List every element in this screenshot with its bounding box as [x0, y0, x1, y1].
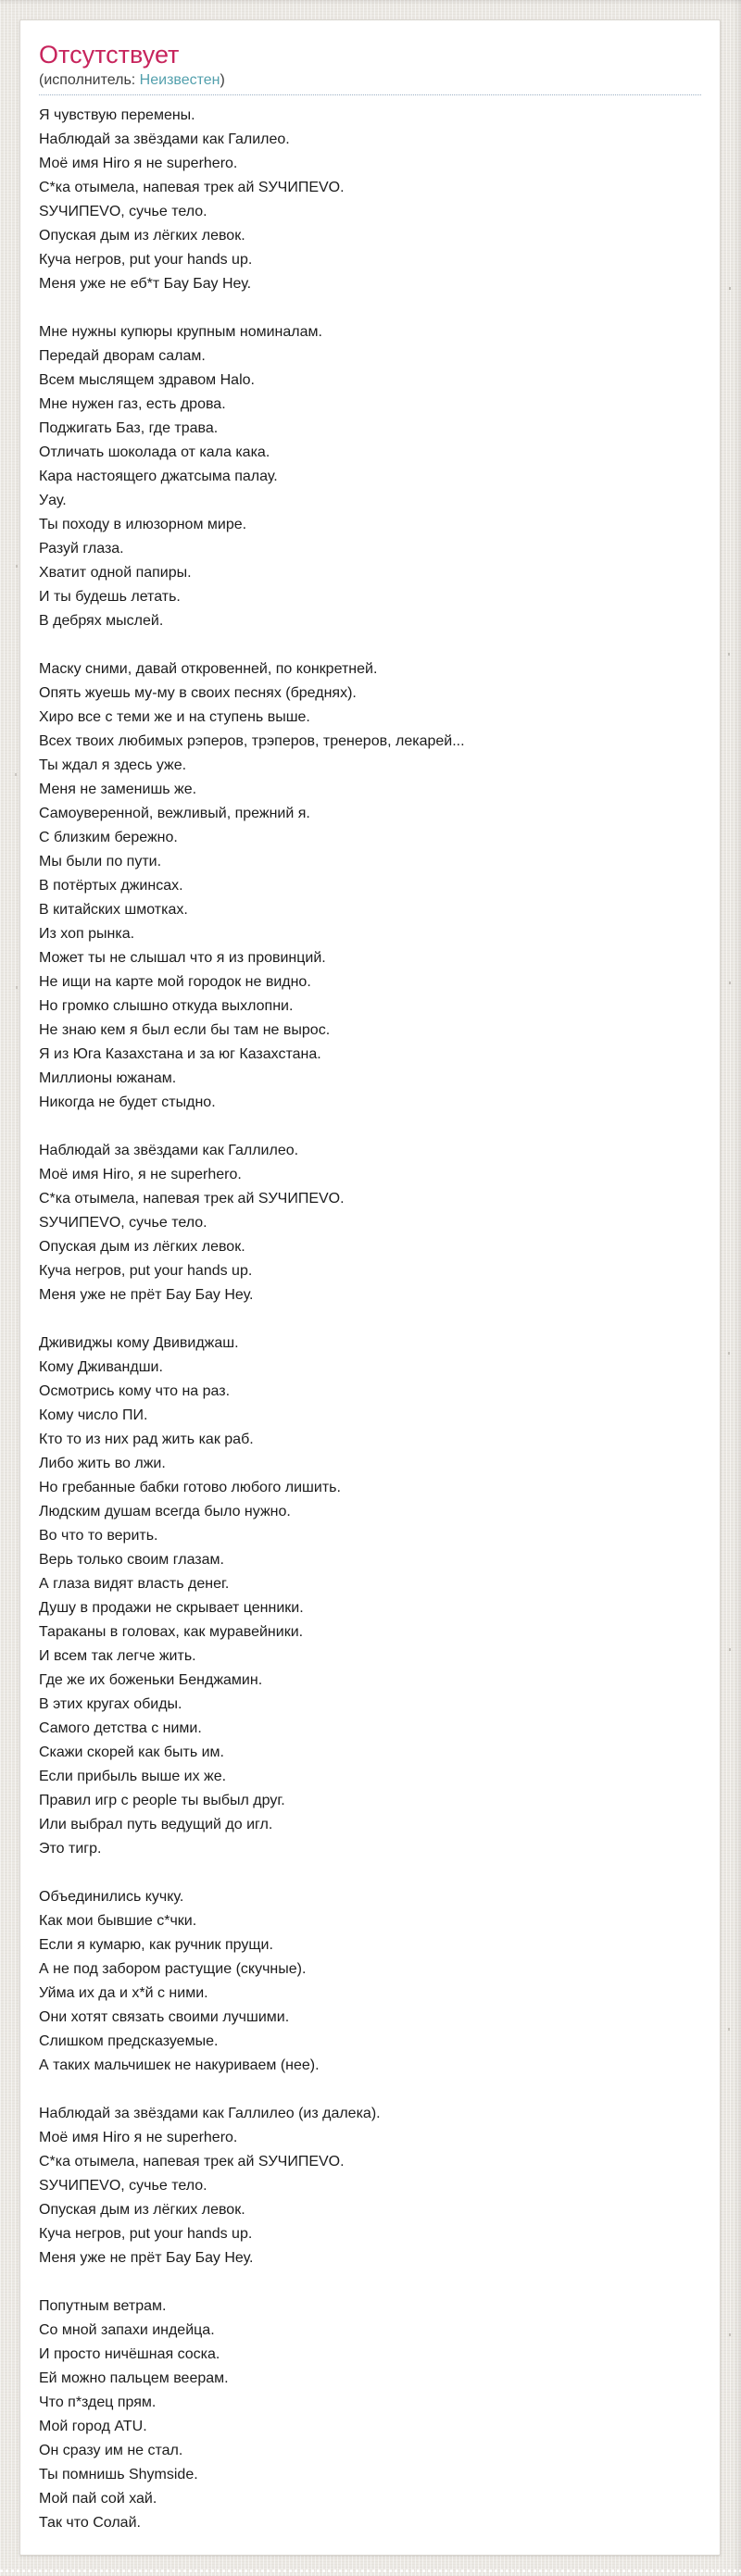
background-texture-specks	[729, 287, 731, 290]
lyrics-stanza: Маску сними, давай откровенней, по конкретней. Опять жуешь му-му в своих песнях (бреднях). Хиро все с теми же и на ступень выше. Всех твоих любимых рэперов, трэперов, тренеров, лекарей... Ты ждал я здесь уже. Меня не заменишь же. Самоуверенной, вежливый, прежний я. С близким бережно. Мы были по пути. В потёртых джинсах. В китайских шмотках. Из хоп рынка. Может ты не слышал что я из провинций. Не ищи на карте мой городок не видно. Но громко слышно откуда выхлопни. Не знаю кем я был если бы там не вырос. Я из Юга Казахстана и за юг Казахстана. Миллионы южанам. Никогда не будет стыдно.	[39, 661, 465, 1110]
artist-suffix: )	[220, 72, 225, 88]
right-edge-shade	[733, 0, 741, 2576]
lyrics-stanza: Мне нужны купюры крупным номиналам. Передай дворам салам. Всем мыслящем здравом Halo. Мне нужен газ, есть дрова. Поджигать Баз, где трава. Отличать шоколада от кала кака. Кара настоящего джатсыма палау. Уау. Ты походу в илюзорном мире. Разуй глаза. Хватит одной папиры. И ты будешь летать. В дебрях мыслей.	[39, 324, 322, 629]
lyrics-stanza: Я чувствую перемены. Наблюдай за звёздами как Галилео. Моё имя Hiro я не superhero. С*ка отымела, напевая трек ай SУЧИПЕVO. SУЧИПЕVO, сучье тело. Опуская дым из лёгких левок. Куча негров, put your hands up. Меня уже не еб*т Бау Бау Неу.	[39, 107, 345, 292]
lyrics-stanza: Объединились кучку. Как мои бывшие с*чки. Если я кумарю, как ручник прущи. А не под забором растущие (скучные). Уйма их да и х*й с ними. Они хотят связать своими лучшими. Слишком предсказуемые. А таких мальчишек не накуриваем (нее).	[39, 1889, 320, 2073]
artist-line	[39, 71, 701, 90]
lyrics-stanza: Дживиджы кому Двивиджаш. Кому Дживандши. Осмотрись кому что на раз. Кому число ПИ. Кто то из них рад жить как раб. Либо жить во лжи. Но гребанные бабки готово любого лишить. Людским душам всегда было нужно. Во что то верить. Верь только своим глазам. А глаза видят власть денег. Душу в продажи не скрывает ценники. Тараканы в головах, как муравейники. И всем так легче жить. Где же их боженьки Бенджамин. В этих кругах обиды. Самого детства с ними. Скажи скорей как быть им. Если прибыль выше их же. Правил игр с people ты выбыл друг. Или выбрал путь ведущий до игл. Это тигр.	[39, 1335, 341, 1857]
artist-label: (исполнитель:	[39, 72, 140, 88]
bottom-stitch-texture	[0, 2570, 741, 2572]
lyrics-stanza: Наблюдай за звёздами как Галлилео (из далека). Моё имя Hiro я не superhero. С*ка отымела, напевая трек ай SУЧИПЕVO. SУЧИПЕVO, сучье тело. Опуская дым из лёгких левок. Куча негров, put your hands up. Меня уже не прёт Бау Бау Неу.	[39, 2106, 381, 2266]
lyrics-stanza: Попутным ветрам. Со мной запахи индейца. И просто ничёшная соска. Ей можно пальцем веерам. Что п*здец прям. Мой город ATU. Он сразу им не стал. Ты помнишь Shymside. Мой пай сой хай. Так что Солай.	[39, 2298, 229, 2531]
lyrics-text	[39, 104, 701, 2535]
top-edge-shade	[0, 0, 741, 5]
page-title: Отсутствует	[39, 41, 180, 69]
lyrics-card	[19, 19, 721, 2556]
lyrics-stanza: Наблюдай за звёздами как Галлилео. Моё имя Hiro, я не superhero. С*ка отымела, напевая трек ай SУЧИПЕVO. SУЧИПЕVO, сучье тело. Опуская дым из лёгких левок. Куча негров, put your hands up. Меня уже не прёт Бау Бау Неу.	[39, 1143, 345, 1303]
song-header	[39, 41, 701, 95]
artist-link[interactable]: Неизвестен	[139, 72, 220, 88]
